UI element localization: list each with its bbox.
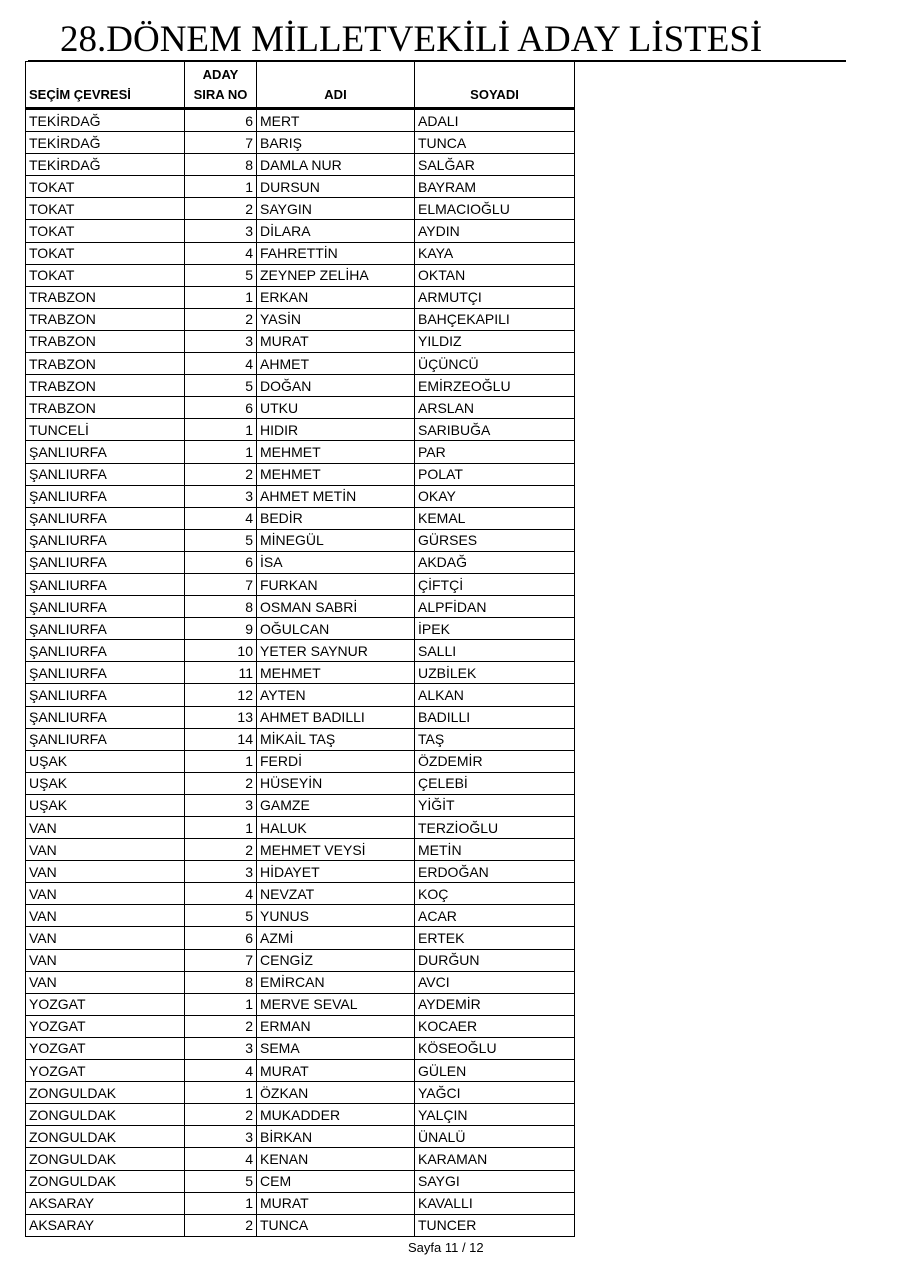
table-row xyxy=(26,441,575,463)
cell-order-no: 5 xyxy=(185,529,257,551)
table-row xyxy=(26,132,575,154)
table-row xyxy=(26,905,575,927)
cell-name: MERVE SEVAL xyxy=(257,993,415,1015)
cell-surname: KÖSEOĞLU xyxy=(415,1037,575,1059)
table-row xyxy=(26,242,575,264)
cell-surname: YİĞİT xyxy=(415,794,575,816)
cell-order-no: 2 xyxy=(185,1104,257,1126)
cell-name: HİDAYET xyxy=(257,861,415,883)
cell-name: DURSUN xyxy=(257,176,415,198)
cell-surname: ERTEK xyxy=(415,927,575,949)
table-row xyxy=(26,529,575,551)
cell-order-no: 4 xyxy=(185,883,257,905)
table-row xyxy=(26,596,575,618)
cell-surname: KOÇ xyxy=(415,883,575,905)
table-row xyxy=(26,1170,575,1192)
table-row xyxy=(26,883,575,905)
cell-district: TRABZON xyxy=(26,397,185,419)
cell-order-no: 3 xyxy=(185,485,257,507)
table-row xyxy=(26,618,575,640)
cell-name: MEHMET xyxy=(257,441,415,463)
cell-surname: ÖZDEMİR xyxy=(415,750,575,772)
cell-district: TOKAT xyxy=(26,220,185,242)
cell-order-no: 2 xyxy=(185,308,257,330)
cell-surname: ALPFİDAN xyxy=(415,596,575,618)
cell-surname: OKAY xyxy=(415,485,575,507)
cell-order-no: 1 xyxy=(185,993,257,1015)
table-row xyxy=(26,1126,575,1148)
cell-name: ZEYNEP ZELİHA xyxy=(257,264,415,286)
cell-name: BİRKAN xyxy=(257,1126,415,1148)
cell-district: ZONGULDAK xyxy=(26,1148,185,1170)
cell-surname: OKTAN xyxy=(415,264,575,286)
cell-order-no: 5 xyxy=(185,905,257,927)
table-body xyxy=(26,109,575,1237)
cell-surname: KARAMAN xyxy=(415,1148,575,1170)
table-row xyxy=(26,286,575,308)
cell-name: MURAT xyxy=(257,330,415,352)
cell-surname: ACAR xyxy=(415,905,575,927)
cell-district: TRABZON xyxy=(26,286,185,308)
cell-order-no: 2 xyxy=(185,1015,257,1037)
cell-district: ŞANLIURFA xyxy=(26,684,185,706)
cell-order-no: 4 xyxy=(185,1060,257,1082)
cell-surname: BAYRAM xyxy=(415,176,575,198)
cell-name: OSMAN SABRİ xyxy=(257,596,415,618)
cell-surname: ALKAN xyxy=(415,684,575,706)
cell-district: ZONGULDAK xyxy=(26,1126,185,1148)
cell-surname: BAHÇEKAPILI xyxy=(415,308,575,330)
table-row xyxy=(26,507,575,529)
cell-order-no: 3 xyxy=(185,1037,257,1059)
cell-surname: KEMAL xyxy=(415,507,575,529)
cell-name: HIDIR xyxy=(257,419,415,441)
cell-district: ŞANLIURFA xyxy=(26,551,185,573)
cell-district: TEKİRDAĞ xyxy=(26,132,185,154)
cell-surname: AYDIN xyxy=(415,220,575,242)
cell-district: VAN xyxy=(26,971,185,993)
cell-district: UŞAK xyxy=(26,794,185,816)
table-row xyxy=(26,993,575,1015)
cell-order-no: 7 xyxy=(185,949,257,971)
cell-district: TEKİRDAĞ xyxy=(26,154,185,176)
cell-surname: SARIBUĞA xyxy=(415,419,575,441)
cell-district: TRABZON xyxy=(26,330,185,352)
cell-order-no: 3 xyxy=(185,220,257,242)
cell-district: ŞANLIURFA xyxy=(26,618,185,640)
table-row xyxy=(26,861,575,883)
table-row xyxy=(26,1082,575,1104)
cell-name: FERDİ xyxy=(257,750,415,772)
cell-surname: UZBİLEK xyxy=(415,662,575,684)
table-row xyxy=(26,684,575,706)
cell-name: NEVZAT xyxy=(257,883,415,905)
document-title: 28.DÖNEM MİLLETVEKİLİ ADAY LİSTESİ xyxy=(60,19,763,60)
cell-name: İSA xyxy=(257,551,415,573)
cell-order-no: 5 xyxy=(185,1170,257,1192)
cell-name: MEHMET xyxy=(257,662,415,684)
cell-order-no: 4 xyxy=(185,1148,257,1170)
cell-order-no: 10 xyxy=(185,640,257,662)
cell-name: YUNUS xyxy=(257,905,415,927)
cell-district: TRABZON xyxy=(26,308,185,330)
table-row xyxy=(26,1148,575,1170)
table-row xyxy=(26,551,575,573)
cell-district: VAN xyxy=(26,905,185,927)
cell-name: MEHMET VEYSİ xyxy=(257,839,415,861)
cell-name: YASİN xyxy=(257,308,415,330)
cell-surname: ERDOĞAN xyxy=(415,861,575,883)
cell-order-no: 3 xyxy=(185,1126,257,1148)
cell-district: YOZGAT xyxy=(26,1060,185,1082)
cell-name: OĞULCAN xyxy=(257,618,415,640)
cell-surname: TAŞ xyxy=(415,728,575,750)
cell-district: ŞANLIURFA xyxy=(26,728,185,750)
header-order-no-line1: ADAY xyxy=(202,67,239,82)
cell-name: MEHMET xyxy=(257,463,415,485)
page-number: Sayfa 11 / 12 xyxy=(408,1240,484,1255)
table-row xyxy=(26,971,575,993)
cell-surname: TERZİOĞLU xyxy=(415,817,575,839)
cell-name: ERKAN xyxy=(257,286,415,308)
cell-district: TRABZON xyxy=(26,375,185,397)
table-row xyxy=(26,109,575,132)
cell-surname: YALÇIN xyxy=(415,1104,575,1126)
cell-order-no: 1 xyxy=(185,286,257,308)
cell-surname: KAVALLI xyxy=(415,1192,575,1214)
cell-surname: SAYGI xyxy=(415,1170,575,1192)
cell-order-no: 6 xyxy=(185,397,257,419)
header-surname: SOYADI xyxy=(415,62,575,109)
cell-district: ŞANLIURFA xyxy=(26,706,185,728)
table-row xyxy=(26,176,575,198)
cell-district: TEKİRDAĞ xyxy=(26,109,185,132)
cell-surname: KOCAER xyxy=(415,1015,575,1037)
cell-order-no: 6 xyxy=(185,551,257,573)
cell-district: TOKAT xyxy=(26,198,185,220)
cell-surname: YAĞCI xyxy=(415,1082,575,1104)
cell-district: ŞANLIURFA xyxy=(26,573,185,595)
cell-surname: DURĞUN xyxy=(415,949,575,971)
cell-surname: SALĞAR xyxy=(415,154,575,176)
cell-name: DİLARA xyxy=(257,220,415,242)
cell-surname: GÜRSES xyxy=(415,529,575,551)
cell-name: ÖZKAN xyxy=(257,1082,415,1104)
cell-district: TOKAT xyxy=(26,264,185,286)
cell-surname: ÜÇÜNCÜ xyxy=(415,353,575,375)
cell-district: TOKAT xyxy=(26,242,185,264)
cell-name: GAMZE xyxy=(257,794,415,816)
cell-name: HALUK xyxy=(257,817,415,839)
cell-order-no: 8 xyxy=(185,154,257,176)
table-row xyxy=(26,839,575,861)
table-row xyxy=(26,353,575,375)
cell-district: VAN xyxy=(26,949,185,971)
cell-name: EMİRCAN xyxy=(257,971,415,993)
cell-district: VAN xyxy=(26,927,185,949)
cell-surname: POLAT xyxy=(415,463,575,485)
cell-name: MURAT xyxy=(257,1060,415,1082)
cell-order-no: 1 xyxy=(185,419,257,441)
cell-district: VAN xyxy=(26,861,185,883)
table-row xyxy=(26,154,575,176)
table-row xyxy=(26,1214,575,1236)
cell-district: ŞANLIURFA xyxy=(26,529,185,551)
cell-surname: AVCI xyxy=(415,971,575,993)
candidate-table xyxy=(25,61,575,1237)
cell-district: AKSARAY xyxy=(26,1214,185,1236)
cell-order-no: 8 xyxy=(185,596,257,618)
cell-name: DOĞAN xyxy=(257,375,415,397)
cell-order-no: 14 xyxy=(185,728,257,750)
cell-name: ERMAN xyxy=(257,1015,415,1037)
cell-name: MUKADDER xyxy=(257,1104,415,1126)
cell-district: TRABZON xyxy=(26,353,185,375)
cell-order-no: 5 xyxy=(185,264,257,286)
cell-district: ŞANLIURFA xyxy=(26,485,185,507)
cell-name: FAHRETTİN xyxy=(257,242,415,264)
cell-name: BARIŞ xyxy=(257,132,415,154)
cell-surname: AYDEMİR xyxy=(415,993,575,1015)
cell-district: ZONGULDAK xyxy=(26,1170,185,1192)
cell-name: AHMET BADILLI xyxy=(257,706,415,728)
table-row xyxy=(26,330,575,352)
cell-district: ŞANLIURFA xyxy=(26,640,185,662)
cell-district: ŞANLIURFA xyxy=(26,507,185,529)
cell-order-no: 3 xyxy=(185,794,257,816)
table-row xyxy=(26,640,575,662)
cell-order-no: 1 xyxy=(185,441,257,463)
table-row xyxy=(26,1104,575,1126)
cell-order-no: 12 xyxy=(185,684,257,706)
cell-order-no: 2 xyxy=(185,1214,257,1236)
cell-order-no: 1 xyxy=(185,1192,257,1214)
table-row xyxy=(26,419,575,441)
cell-surname: ÇELEBİ xyxy=(415,772,575,794)
table-row xyxy=(26,198,575,220)
cell-order-no: 9 xyxy=(185,618,257,640)
cell-surname: ÇİFTÇİ xyxy=(415,573,575,595)
cell-district: TOKAT xyxy=(26,176,185,198)
table-row xyxy=(26,750,575,772)
cell-name: BEDİR xyxy=(257,507,415,529)
cell-order-no: 4 xyxy=(185,353,257,375)
cell-district: ŞANLIURFA xyxy=(26,441,185,463)
cell-surname: KAYA xyxy=(415,242,575,264)
cell-surname: BADILLI xyxy=(415,706,575,728)
cell-surname: ARMUTÇI xyxy=(415,286,575,308)
table-row xyxy=(26,573,575,595)
cell-district: ZONGULDAK xyxy=(26,1104,185,1126)
cell-order-no: 6 xyxy=(185,927,257,949)
cell-district: UŞAK xyxy=(26,750,185,772)
cell-surname: AKDAĞ xyxy=(415,551,575,573)
table-row xyxy=(26,308,575,330)
table-header-row xyxy=(26,62,575,109)
cell-name: AYTEN xyxy=(257,684,415,706)
header-order-no xyxy=(185,62,257,109)
cell-order-no: 2 xyxy=(185,463,257,485)
cell-order-no: 1 xyxy=(185,817,257,839)
cell-order-no: 7 xyxy=(185,573,257,595)
cell-district: YOZGAT xyxy=(26,1015,185,1037)
table-row xyxy=(26,662,575,684)
table-row xyxy=(26,706,575,728)
table-row xyxy=(26,1192,575,1214)
cell-name: MİNEGÜL xyxy=(257,529,415,551)
cell-order-no: 13 xyxy=(185,706,257,728)
table-row xyxy=(26,397,575,419)
cell-name: AZMİ xyxy=(257,927,415,949)
cell-order-no: 2 xyxy=(185,198,257,220)
cell-order-no: 4 xyxy=(185,507,257,529)
table-row xyxy=(26,927,575,949)
table-row xyxy=(26,264,575,286)
table-row xyxy=(26,463,575,485)
cell-order-no: 6 xyxy=(185,109,257,132)
cell-name: TUNCA xyxy=(257,1214,415,1236)
cell-surname: ADALI xyxy=(415,109,575,132)
cell-order-no: 7 xyxy=(185,132,257,154)
cell-order-no: 2 xyxy=(185,772,257,794)
table-row xyxy=(26,794,575,816)
cell-name: HÜSEYİN xyxy=(257,772,415,794)
cell-district: VAN xyxy=(26,839,185,861)
cell-name: UTKU xyxy=(257,397,415,419)
cell-district: ZONGULDAK xyxy=(26,1082,185,1104)
cell-surname: YILDIZ xyxy=(415,330,575,352)
cell-order-no: 1 xyxy=(185,1082,257,1104)
cell-order-no: 8 xyxy=(185,971,257,993)
table-row xyxy=(26,728,575,750)
cell-name: MİKAİL TAŞ xyxy=(257,728,415,750)
cell-surname: PAR xyxy=(415,441,575,463)
cell-surname: EMİRZEOĞLU xyxy=(415,375,575,397)
table-row xyxy=(26,949,575,971)
cell-surname: GÜLEN xyxy=(415,1060,575,1082)
table-row xyxy=(26,817,575,839)
cell-order-no: 1 xyxy=(185,750,257,772)
cell-name: CEM xyxy=(257,1170,415,1192)
cell-name: CENGİZ xyxy=(257,949,415,971)
cell-name: MURAT xyxy=(257,1192,415,1214)
cell-district: VAN xyxy=(26,817,185,839)
cell-district: TUNCELİ xyxy=(26,419,185,441)
cell-name: FURKAN xyxy=(257,573,415,595)
cell-order-no: 4 xyxy=(185,242,257,264)
cell-district: YOZGAT xyxy=(26,993,185,1015)
cell-name: SAYGIN xyxy=(257,198,415,220)
cell-name: AHMET xyxy=(257,353,415,375)
table-row xyxy=(26,1037,575,1059)
cell-surname: TUNCER xyxy=(415,1214,575,1236)
cell-surname: ARSLAN xyxy=(415,397,575,419)
cell-district: AKSARAY xyxy=(26,1192,185,1214)
cell-district: ŞANLIURFA xyxy=(26,463,185,485)
cell-surname: ÜNALÜ xyxy=(415,1126,575,1148)
cell-order-no: 3 xyxy=(185,861,257,883)
cell-surname: ELMACIOĞLU xyxy=(415,198,575,220)
header-district: SEÇİM ÇEVRESİ xyxy=(26,62,185,109)
table-row xyxy=(26,375,575,397)
cell-order-no: 1 xyxy=(185,176,257,198)
table-row xyxy=(26,772,575,794)
cell-surname: TUNCA xyxy=(415,132,575,154)
cell-district: UŞAK xyxy=(26,772,185,794)
cell-surname: METİN xyxy=(415,839,575,861)
cell-order-no: 11 xyxy=(185,662,257,684)
cell-name: MERT xyxy=(257,109,415,132)
cell-name: DAMLA NUR xyxy=(257,154,415,176)
cell-order-no: 2 xyxy=(185,839,257,861)
table-row xyxy=(26,1015,575,1037)
table-row xyxy=(26,1060,575,1082)
cell-order-no: 3 xyxy=(185,330,257,352)
cell-order-no: 5 xyxy=(185,375,257,397)
header-order-no-line2: SIRA NO xyxy=(193,87,248,102)
table-row xyxy=(26,220,575,242)
header-name: ADI xyxy=(257,62,415,109)
cell-name: SEMA xyxy=(257,1037,415,1059)
cell-district: VAN xyxy=(26,883,185,905)
cell-name: YETER SAYNUR xyxy=(257,640,415,662)
cell-district: ŞANLIURFA xyxy=(26,662,185,684)
cell-surname: İPEK xyxy=(415,618,575,640)
cell-name: AHMET METİN xyxy=(257,485,415,507)
cell-district: ŞANLIURFA xyxy=(26,596,185,618)
cell-name: KENAN xyxy=(257,1148,415,1170)
cell-district: YOZGAT xyxy=(26,1037,185,1059)
table-row xyxy=(26,485,575,507)
cell-surname: SALLI xyxy=(415,640,575,662)
